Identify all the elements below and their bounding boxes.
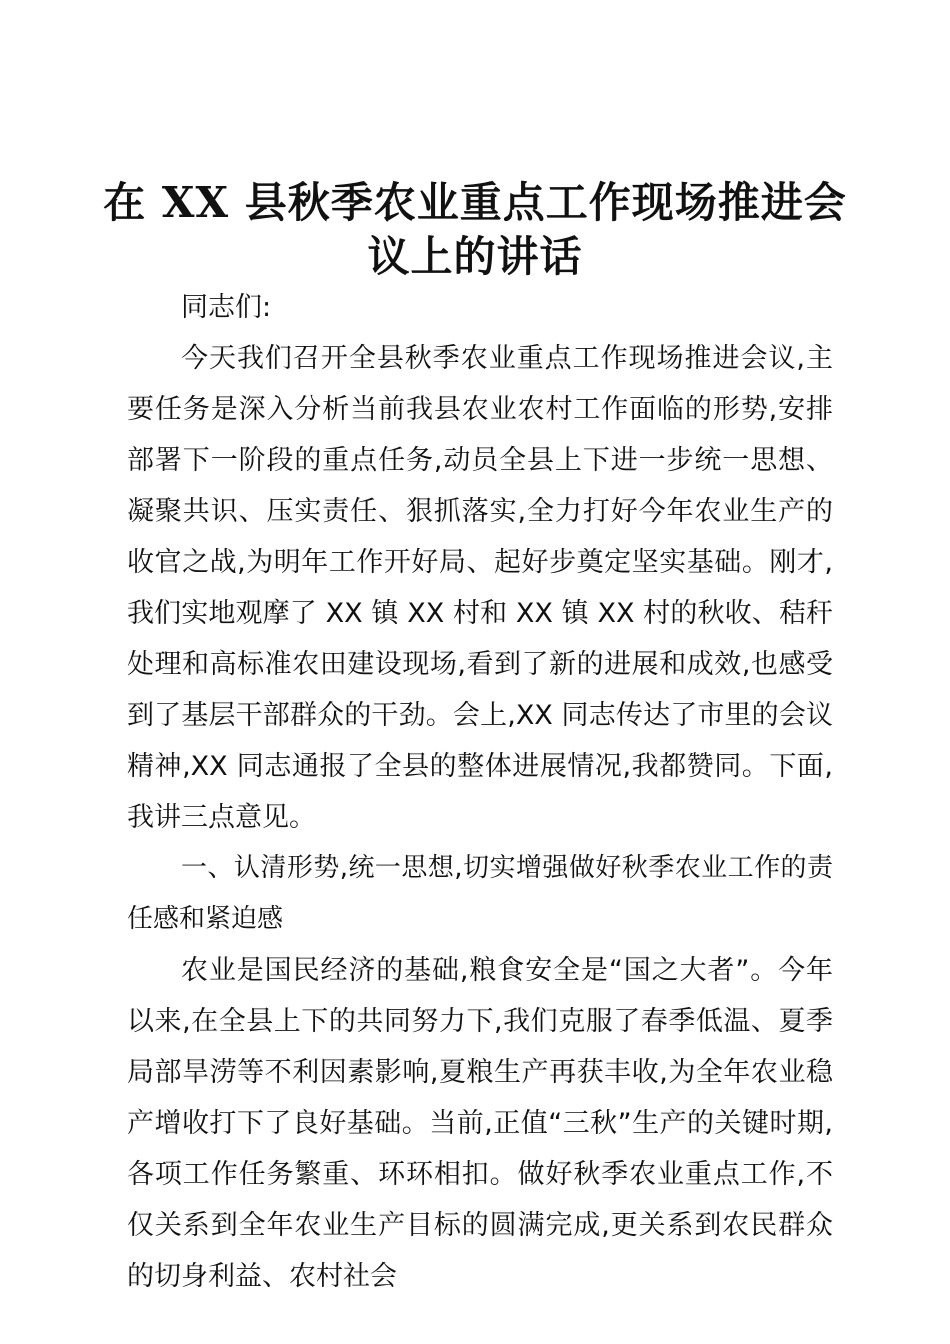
title-line-1: 在 XX 县秋季农业重点工作现场推进会 [103,178,847,227]
paragraph-opening: 今天我们召开全县秋季农业重点工作现场推进会议,主要任务是深入分析当前我县农业农村工作面临的形势,安排部署下一阶段的重点任务,动员全县上下进一步统一思想、凝聚共识、压实责任、狠抓落实,全力打好今年农业生产的收官之战,为明年工作开好局、起好步奠定坚实基础。刚才,我们实地观摩了 XX 镇 XX 村和 XX 镇 XX 村的秋收、秸秆处理和高标准农田建设现场,看到了新的进展和成效,也感受到了基层干部群众的干劲。会上,XX 同志传达了市里的会议精神,XX 同志通报了全县的整体进展情况,我都赞同。下面,我讲三点意见。 [127,343,833,833]
document-title [100,176,850,284]
salutation: 同志们: [181,292,272,323]
document-body [127,282,833,1302]
title-line-2: 议上的讲话 [367,232,583,281]
section-heading-1: 一、认清形势,统一思想,切实增强做好秋季农业工作的责任感和紧迫感 [127,853,833,934]
paragraph-agriculture: 农业是国民经济的基础,粮食安全是“国之大者”。今年以来,在全县上下的共同努力下,我们克服了春季低温、夏季局部旱涝等不利因素影响,夏粮生产再获丰收,为全年农业稳产增收打下了良好基础。当前,正值“三秋”生产的关键时期,各项工作任务繁重、环环相扣。做好秋季农业重点工作,不仅关系到全年农业生产目标的圆满完成,更关系到农民群众的切身利益、农村社会 [127,955,833,1292]
